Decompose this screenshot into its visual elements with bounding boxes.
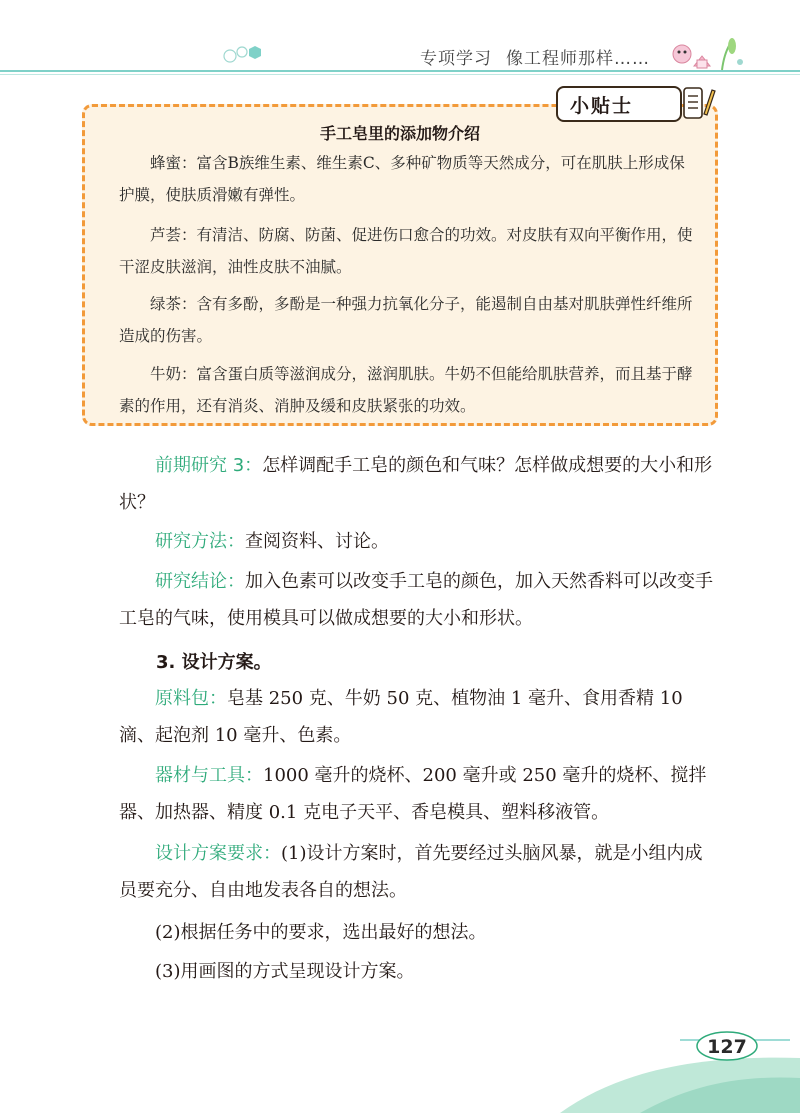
tip-badge	[556, 86, 682, 122]
method-text: 查阅资料、讨论。	[245, 531, 389, 552]
header-title-section: 专项学习	[420, 49, 492, 69]
materials-text: 皂基 250 克、牛奶 50 克、植物油 1 毫升、食用香精 10 滴、起泡剂 10 毫升、色素。	[119, 688, 683, 746]
conclusion-paragraph	[119, 563, 719, 637]
materials-label: 原料包：	[155, 688, 227, 709]
footer-wave-decoration	[0, 1000, 800, 1113]
tip-paragraph-aloe: 芦荟：有清洁、防腐、防菌、促进伤口愈合的功效。对皮肤有双向平衡作用，使干涩皮肤滋润，油性皮肤不油腻。	[119, 226, 693, 276]
research-3-text: 怎样调配手工皂的颜色和气味？怎样做成想要的大小和形状？	[119, 455, 713, 513]
tools-label: 器材与工具：	[155, 765, 263, 786]
pencil-notes-icon	[682, 84, 716, 124]
tip-paragraph-honey: 蜂蜜：富含B族维生素、维生素C、多种矿物质等天然成分，可在肌肤上形成保护膜，使肤质滑嫩有弹性。	[119, 154, 685, 204]
tools-paragraph	[119, 757, 719, 831]
requirement-3: (3)用画图的方式呈现设计方案。	[155, 961, 415, 982]
conclusion-text: 加入色素可以改变手工皂的颜色，加入天然香料可以改变手工皂的气味，使用模具可以做成想要的大小和形状。	[119, 571, 713, 629]
header-rule-thin	[0, 74, 800, 75]
requirements-text: (1)设计方案时，首先要经过头脑风暴，就是小组内成员要充分、自由地发表各自的想法。	[119, 843, 703, 901]
page-header	[0, 0, 800, 90]
research-3-paragraph	[119, 447, 719, 521]
research-3-label: 前期研究 3：	[155, 455, 263, 476]
method-label: 研究方法：	[155, 531, 245, 552]
materials-paragraph	[119, 680, 719, 754]
tip-paragraph-milk: 牛奶：富含蛋白质等滋润成分，滋润肌肤。牛奶不但能给肌肤营养，而且基于酵素的作用，还有消炎、消肿及缓和皮肤紧张的功效。	[119, 365, 693, 415]
requirements-label: 设计方案要求：	[155, 843, 281, 864]
header-title-topic: 像工程师那样……	[506, 49, 650, 69]
header-title	[420, 44, 650, 69]
tip-title: 手工皂里的添加物介绍	[319, 124, 480, 143]
tip-paragraph-green-tea: 绿茶：含有多酚，多酚是一种强力抗氧化分子，能遏制自由基对肌肤弹性纤维所造成的伤害。	[119, 295, 693, 345]
cartoon-decoration-icon	[668, 34, 748, 74]
method-paragraph	[119, 523, 719, 560]
tip-badge-label: 小贴士	[570, 94, 634, 117]
requirements-paragraph	[119, 835, 719, 909]
requirement-2: (2)根据任务中的要求，选出最好的想法。	[155, 922, 487, 943]
section-heading-design-plan: 3. 设计方案。	[156, 652, 272, 673]
bubbles-decoration-icon	[222, 42, 272, 68]
conclusion-label: 研究结论：	[155, 571, 245, 592]
tools-text: 1000 毫升的烧杯、200 毫升或 250 毫升的烧杯、搅拌器、加热器、精度 0.1 克电子天平、香皂模具、塑料移液管。	[119, 765, 707, 823]
page-number: 127	[707, 1036, 747, 1058]
